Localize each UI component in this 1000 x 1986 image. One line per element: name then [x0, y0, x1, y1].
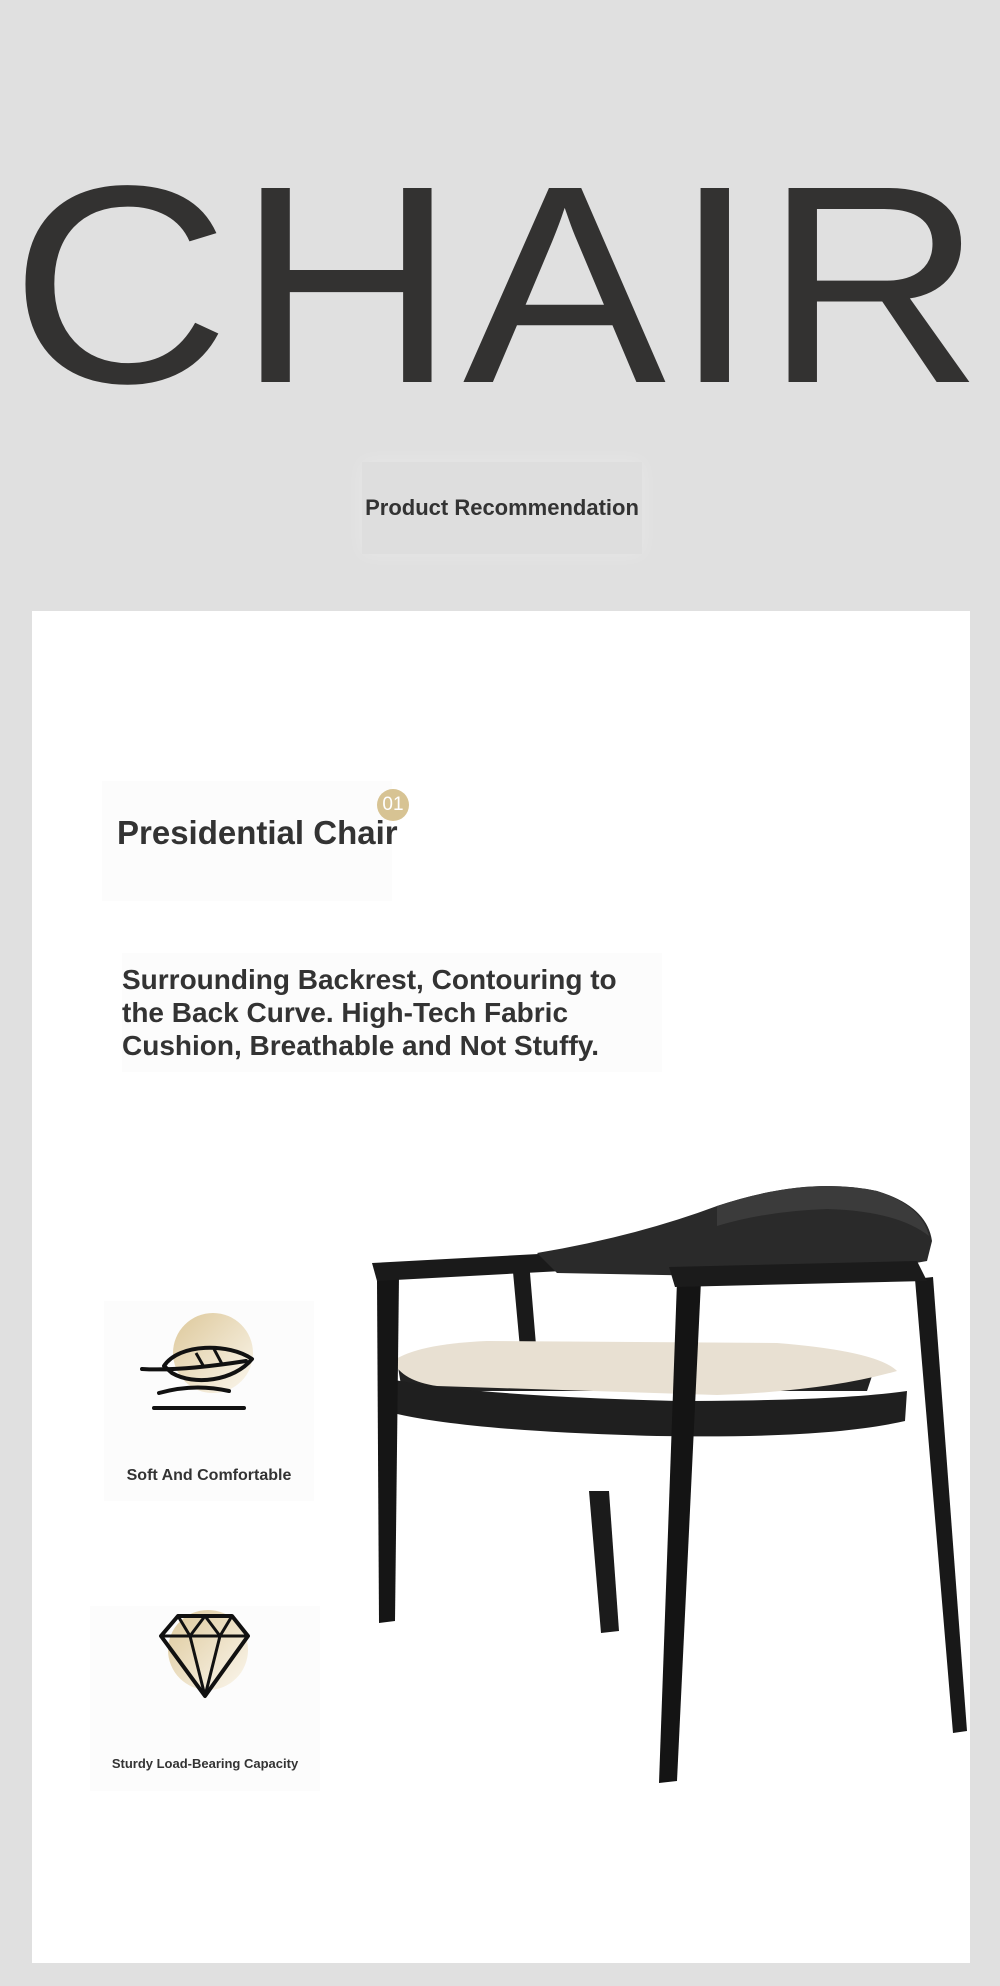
section-subtitle [362, 462, 642, 554]
chair-image [357, 1181, 967, 1831]
product-name: Presidential Chair [117, 814, 398, 851]
feature-label-sturdy: Sturdy Load-Bearing Capacity [111, 1756, 299, 1771]
section-subtitle-text: Product Recommendation [365, 495, 639, 520]
product-number-badge: 01 [377, 789, 409, 821]
product-description: Surrounding Backrest, Contouring to the Back Curve. High-Tech Fabric Cushion, Breathable and Not Stuffy. [122, 953, 662, 1072]
feature-sturdy [90, 1606, 320, 1791]
hero-title: CHAIR [10, 127, 990, 442]
diamond-icon [135, 1606, 265, 1716]
feature-label-soft: Soft And Comfortable [126, 1467, 292, 1484]
product-card [32, 611, 970, 1963]
feature-soft [104, 1301, 314, 1501]
feather-icon [134, 1311, 264, 1431]
